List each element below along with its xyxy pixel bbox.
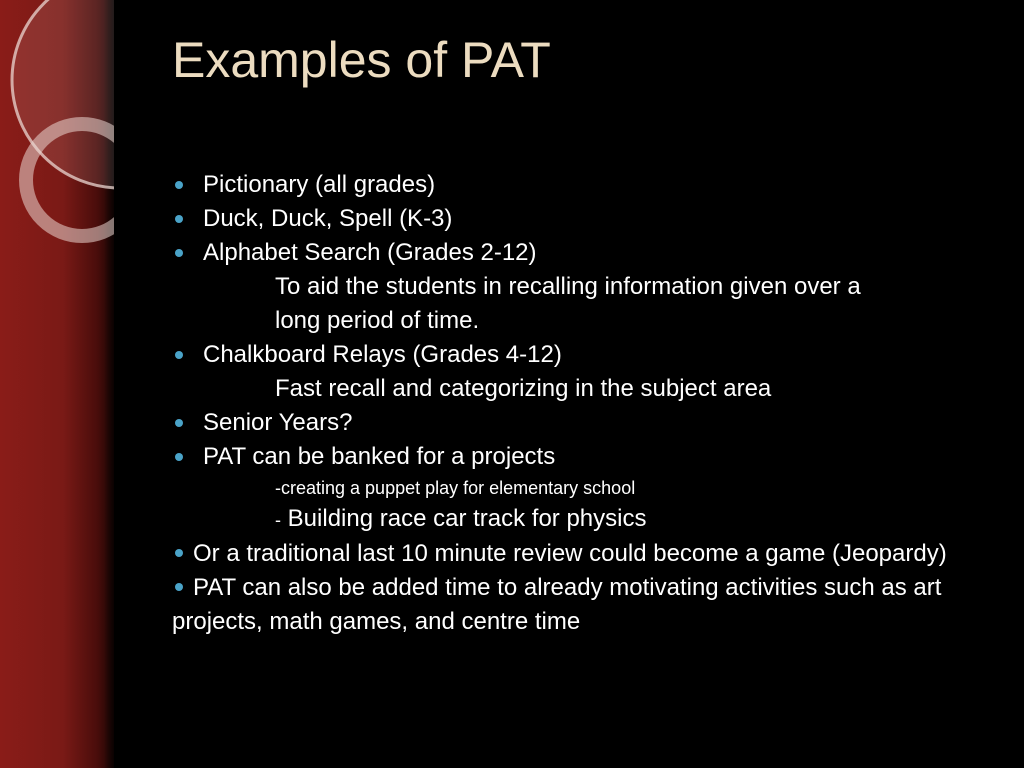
- bullet-icon: [175, 181, 183, 189]
- bullet-icon: [175, 583, 183, 591]
- bullet-icon: [175, 351, 183, 359]
- sub-item-text: -creating a puppet play for elementary school: [275, 478, 636, 498]
- bullet-icon: [175, 215, 183, 223]
- decorative-rings: [0, 0, 114, 260]
- bullet-icon: [175, 419, 183, 427]
- sub-item-dash: -: [275, 510, 281, 530]
- list-item-text: PAT can also be added time to already motivating activities such as art projects, math games, and centre time: [172, 574, 942, 635]
- list-item: [172, 168, 982, 202]
- list-item-text: Duck, Duck, Spell (K-3): [203, 205, 453, 232]
- list-item-text: Or a traditional last 10 minute review could become a game (Jeopardy): [193, 540, 947, 567]
- list-item-text: Pictionary (all grades): [203, 171, 436, 198]
- list-item: [172, 338, 982, 372]
- sub-item-text: To aid the students in recalling information given over a: [275, 273, 861, 300]
- list-item: [172, 537, 982, 571]
- list-item: [172, 202, 982, 236]
- list-item: [172, 406, 982, 440]
- list-item-text: Alphabet Search (Grades 2-12): [203, 239, 537, 266]
- bullet-icon: [175, 549, 183, 557]
- sub-item: [172, 270, 982, 304]
- sub-item-text: Building race car track for physics: [287, 505, 647, 532]
- sub-item-text: long period of time.: [275, 307, 480, 334]
- bullet-list: [172, 168, 982, 639]
- list-item-text: Senior Years?: [203, 409, 353, 436]
- sub-item: [172, 372, 982, 406]
- list-item-text: Chalkboard Relays (Grades 4-12): [203, 341, 562, 368]
- list-item: [172, 571, 982, 639]
- list-item-text: PAT can be banked for a projects: [203, 443, 556, 470]
- bullet-icon: [175, 249, 183, 257]
- slide-title: Examples of PAT: [172, 32, 551, 88]
- list-item: [172, 236, 982, 270]
- sub-item: [172, 502, 982, 537]
- sub-item: [172, 304, 982, 338]
- list-item: [172, 440, 982, 474]
- sub-item-text: Fast recall and categorizing in the subject area: [275, 375, 772, 402]
- sub-item: [172, 474, 982, 502]
- bullet-icon: [175, 453, 183, 461]
